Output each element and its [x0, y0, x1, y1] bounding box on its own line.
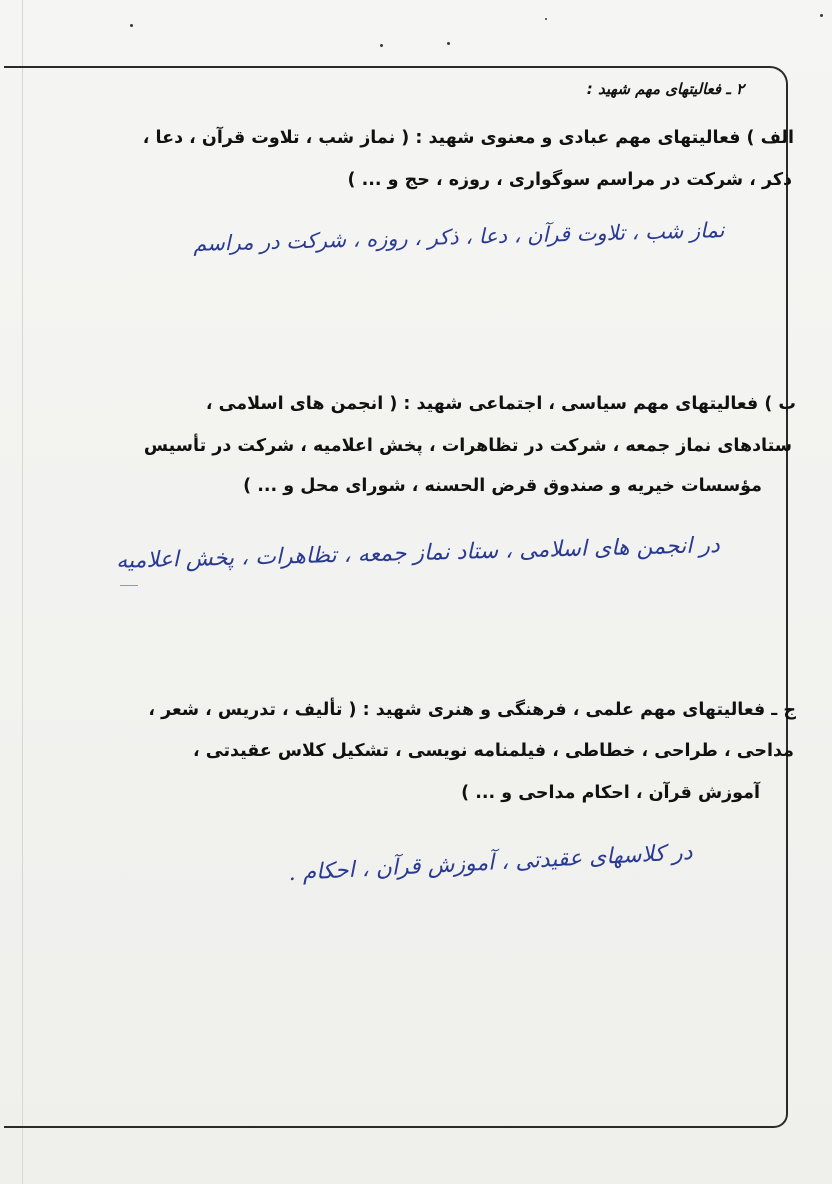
scan-speck [447, 42, 450, 45]
handwritten-answer-b: در انجمن های اسلامی ، ستاد نماز جمعه ، تظاهرات ، پخش اعلامیه [116, 533, 721, 574]
section-b-line-2: ستادهای نماز جمعه ، شرکت در تظاهرات ، پخش اعلامیه ، شرکت در تأسیس [143, 436, 792, 456]
section-c-line-2: مداحی ، طراحی ، خطاطی ، فیلمنامه نویسی ، تشکیل کلاس عقیدتی ، [193, 741, 794, 761]
section-a-line-2: ذکر ، شرکت در مراسم سوگواری ، روزه ، حج و ... ) [347, 170, 792, 190]
scan-speck [545, 18, 547, 20]
section-heading: ۲ ـ فعالیتهای مهم شهید : [586, 80, 744, 98]
handwritten-answer-a: نماز شب ، تلاوت قرآن ، دعا ، ذکر ، روزه ، شرکت در مراسم [192, 218, 725, 256]
section-c-line-3: آموزش قرآن ، احکام مداحی و ... ) [461, 783, 760, 803]
section-b-line-1: ب ) فعالیتهای مهم سیاسی ، اجتماعی شهید : ( انجمن های اسلامی ، [205, 394, 796, 414]
section-c-line-1: ج ـ فعالیتهای مهم علمی ، فرهنگی و هنری شهید : ( تألیف ، تدریس ، شعر ، [148, 700, 796, 720]
scan-speck [380, 44, 383, 47]
pen-stroke [120, 585, 138, 586]
section-a-line-1: الف ) فعالیتهای مهم عبادی و معنوی شهید : ( نماز شب ، تلاوت قرآن ، دعا ، [142, 128, 794, 148]
section-b-line-3: مؤسسات خیریه و صندوق قرض الحسنه ، شورای محل و ... ) [243, 476, 762, 496]
scan-speck [820, 14, 823, 17]
scan-speck [130, 24, 133, 27]
handwritten-answer-c: در کلاسهای عقیدتی ، آموزش قرآن ، احکام . [287, 840, 693, 887]
